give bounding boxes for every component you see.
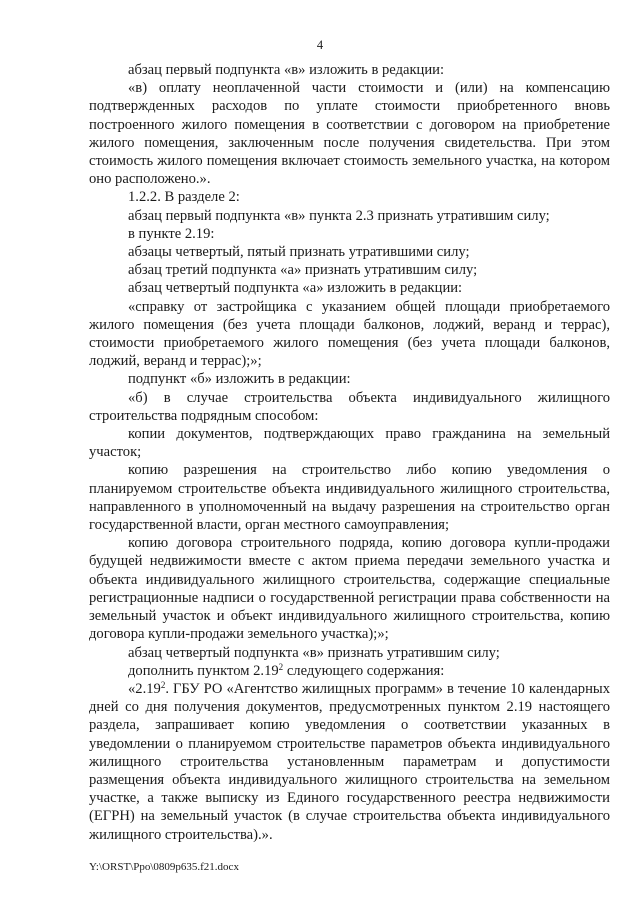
paragraph: копии документов, подтверждающих право гражданина на земельный участок; [89,426,610,461]
footer-file-path: Y:\ORST\Ppo\0809p635.f21.docx [89,861,239,873]
new-item-superscript: 2 [160,679,166,690]
new-item-prefix: «2.19 [128,680,161,697]
paragraph: абзац четвертый подпункта «в» признать утратившим силу; [128,644,500,661]
new-item-paragraph [89,680,610,844]
page-number: 4 [316,38,324,52]
document-body [89,61,610,844]
paragraph: копию разрешения на строительство либо копию уведомления о планируемом строительстве объекта индивидуального жилищного строительства, направленного в уполномоченный на выдачу разрешения на строительство орган государственной власти, орган местного самоуправления; [89,462,610,534]
supplement-prefix: дополнить пунктом 2.19 [128,662,279,679]
paragraph: подпункт «б» изложить в редакции: [128,371,351,388]
supplement-superscript: 2 [278,661,284,672]
paragraph: «в) оплату неоплаченной части стоимости и (или) на компенсацию подтвержденных расходов по уплате стоимости приобретенного вновь построенного жилого помещения в соответствии с договором на приобретение жилого помещения, заключенным после получения свидетельства. При этом стоимость жилого помещения включает стоимость земельного участка, на котором оно расположено.». [89,80,610,188]
supplement-paragraph [89,662,610,680]
paragraph: абзац четвертый подпункта «а» изложить в редакции: [128,280,463,297]
new-item-text: . ГБУ РО «Агентство жилищных программ» в течение 10 календарных дней со дня получения документов, предусмотренных пунктом 2.19 настоящего раздела, запрашивает копию уведомления о соответствии указанных в уведомлении о планируемом строительстве параметров объекта индивидуального жилищного строительства установленным параметрам и допустимости размещения объекта индивидуального жилищного строительства на земельном участке, а также выписку из Единого государственного реестра недвижимости (ЕГРН) на земельный участок (в случае строительства объекта индивидуального жилищного строительства).». [89,680,610,843]
paragraph: «справку от застройщика с указанием общей площади приобретаемого жилого помещения (без учета площади балконов, лоджий, веранд и террас), стоимости приобретаемого жилого помещения (без учета площади балконов, лоджий, веранд и террас);»; [89,298,610,370]
paragraph: «б) в случае строительства объекта индивидуального жилищного строительства подрядным способом: [89,389,610,424]
paragraph: абзац третий подпункта «а» признать утратившим силу; [128,262,478,279]
paragraph: абзацы четвертый, пятый признать утратившими силу; [128,244,470,261]
paragraph: 1.2.2. В разделе 2: [128,189,240,206]
paragraph: в пункте 2.19: [128,225,215,242]
paragraph: абзац первый подпункта «в» пункта 2.3 признать утратившим силу; [128,207,550,224]
paragraph: копию договора строительного подряда, копию договора купли-продажи будущей недвижимости вместе с актом приема передачи земельного участка и объекта индивидуального жилищного строительства, содержащие специальные регистрационные надписи о государственной регистрации права собственности на земельный участок и объект индивидуального жилищного строительства, копию договора купли-продажи земельного участка);»; [89,535,610,643]
supplement-suffix: следующего содержания: [283,662,445,679]
paragraph: абзац первый подпункта «в» изложить в редакции: [128,62,445,78]
